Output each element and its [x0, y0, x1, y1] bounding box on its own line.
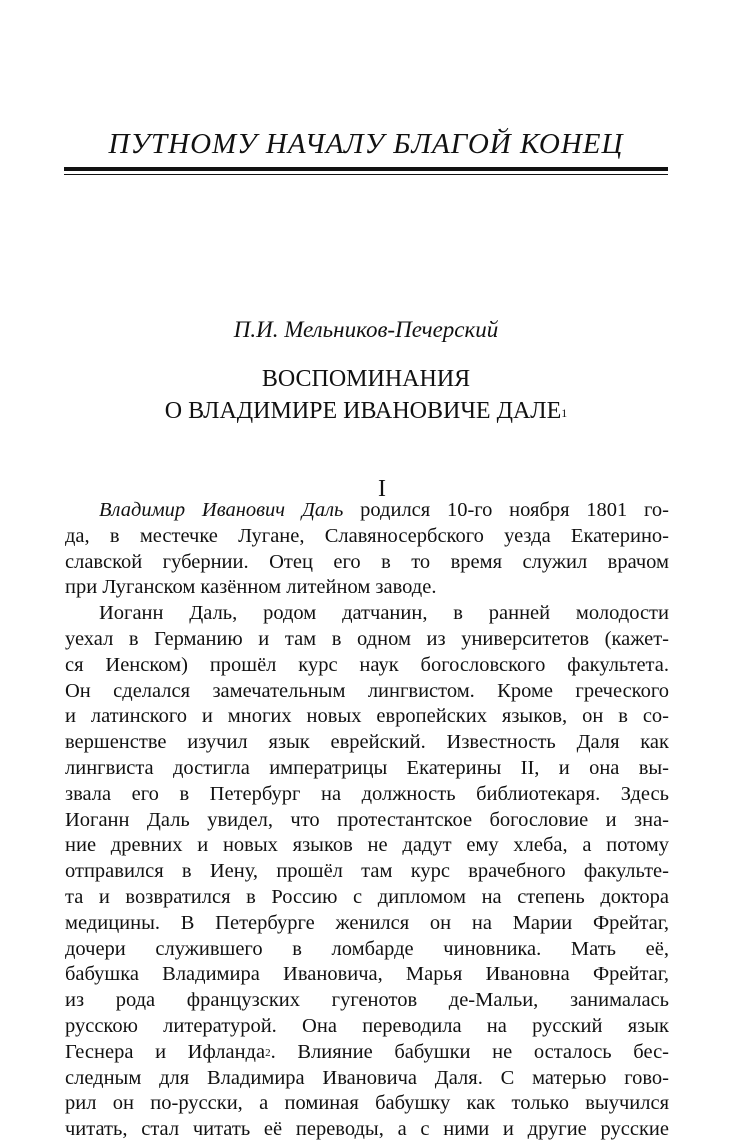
text-line: Иоганн Даль увидел, что протестантское богословие и зна- [65, 808, 669, 831]
text-line: вершенстве изучил язык еврейский. Известность Даля как [65, 731, 669, 754]
person-name-italic: Владимир Иванович Даль [99, 499, 344, 521]
title-footnote-marker: 1 [561, 406, 568, 420]
text-line: рил он по-русски, а поминая бабушку как только выучился [65, 1092, 669, 1115]
text-line: следным для Владимира Ивановича Даля. С матерью гово- [65, 1066, 669, 1089]
title-line-2 [64, 395, 668, 427]
text-fragment: Геснера и Ифланда [65, 1040, 266, 1063]
text-line: при Луганском казённом литейном заводе. [65, 576, 437, 599]
header-rule-thick [64, 167, 668, 171]
header-rule-thin [64, 174, 668, 175]
text-line: Он сделался замечательным лингвистом. Кроме греческого [65, 679, 669, 702]
text-line: лингвиста достигла императрицы Екатерины II, и она вы- [65, 756, 669, 779]
text-line: да, в местечке Лугане, Славяносербского уезда Екатерино- [65, 524, 669, 547]
text-line: Иоганн Даль, родом датчанин, в ранней молодости [99, 602, 669, 625]
text-line: русскою литературой. Она переводила на русский язык [65, 1014, 669, 1037]
text-line: читать, стал читать её переводы, а с ними и другие русские [65, 1118, 669, 1141]
text-line: ся Иенском) прошёл курс наук богословского факультета. [65, 653, 669, 676]
text-line [65, 498, 669, 524]
chapter-title [64, 363, 668, 427]
text-line [65, 1040, 669, 1066]
body-text [65, 498, 669, 1143]
text-line: отправился в Иену, прошёл там курс врачебного факульте- [65, 860, 669, 883]
text-line: ние древних и новых языков не дадут ему хлеба, а потому [65, 834, 669, 857]
author-name: П.И. Мельников-Печерский [233, 317, 499, 342]
text-fragment: родился 10-го ноября 1801 го- [343, 499, 670, 521]
title-line-2-text: О ВЛАДИМИРЕ ИВАНОВИЧЕ ДАЛЕ [164, 398, 562, 424]
text-line: дочери служившего в ломбарде чиновника. Мать её, [65, 937, 669, 960]
text-line: медицины. В Петербурге женился он на Марии Фрейтаг, [65, 911, 669, 934]
text-line: уехал в Германию и там в одном из университетов (кажет- [65, 627, 669, 650]
text-line: из рода французских гугенотов де-Мальи, занималась [65, 989, 669, 1012]
text-fragment: . Влияние бабушки не осталось бес- [270, 1040, 669, 1063]
text-line: славской губернии. Отец его в то время служил врачом [65, 550, 669, 573]
text-line: звала его в Петербург на должность библиотекаря. Здесь [65, 782, 669, 805]
text-line: бабушка Владимира Ивановича, Марья Ивановна Фрейтаг, [65, 963, 669, 986]
running-head: ПУТНОМУ НАЧАЛУ БЛАГОЙ КОНЕЦ [108, 128, 624, 160]
text-line: та и возвратился в Россию с дипломом на степень доктора [65, 885, 669, 908]
title-line-1: ВОСПОМИНАНИЯ [261, 366, 471, 392]
text-line: и латинского и многих новых европейских языков, он в со- [65, 705, 669, 728]
footnote-marker: 2 [265, 1046, 271, 1059]
section-number: I [378, 476, 386, 502]
